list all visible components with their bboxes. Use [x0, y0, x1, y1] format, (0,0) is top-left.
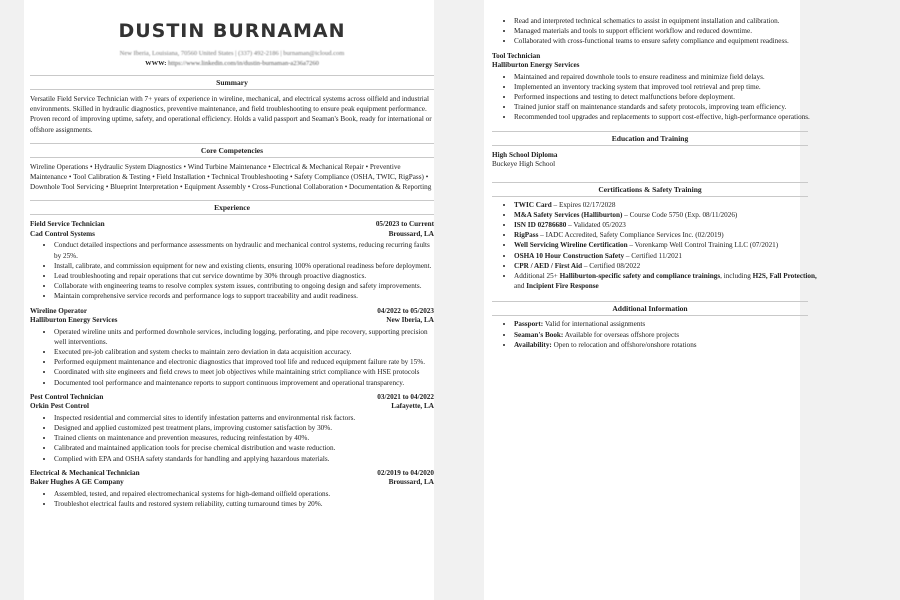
- cert-name: ISN ID 02786680: [514, 221, 567, 230]
- job-location: Lafayette, LA: [391, 402, 434, 411]
- cert-name: CPR / AED / First Aid: [514, 261, 583, 270]
- job-bullets: [492, 16, 900, 47]
- cert-item: [514, 210, 900, 220]
- cert-text: Additional 25+: [514, 272, 560, 281]
- additional-detail: Available for overseas offshore projects: [563, 330, 680, 339]
- job-title: Pest Control Technician: [30, 392, 104, 401]
- cert-item: [514, 271, 900, 291]
- contact-line: New Iberia, Louisiana, 70560 United States | (337) 492-2186 | burnaman@icloud.com: [119, 50, 345, 57]
- job-bullets: [30, 240, 434, 301]
- section-education-heading: Education and Training: [492, 131, 808, 146]
- job-bullet: • Complied with EPA and OSHA safety standards for handling and applying hazardous materials.: [54, 454, 434, 464]
- job-company: Halliburton Energy Services: [492, 61, 580, 70]
- cert-name: H2S, Fall Protection,: [752, 272, 817, 281]
- cert-item: [514, 200, 900, 210]
- job-dates: 02/2019 to 04/2020: [377, 468, 434, 477]
- additional-label: Availability:: [514, 340, 552, 349]
- cert-name: RigPass: [514, 231, 539, 240]
- job-bullet: • Managed materials and tools to support efficient workflow and reduced downtime.: [514, 26, 900, 36]
- job-bullet: • Maintain comprehensive service records and performance logs to support traceability and audit readiness.: [54, 291, 434, 301]
- job-dates: 04/2022 to 05/2023: [377, 306, 434, 315]
- job-company: Orkin Pest Control: [30, 402, 89, 411]
- job-entry: [30, 469, 434, 509]
- cert-detail: – Expires 02/17/2028: [551, 200, 616, 209]
- section-certifications-heading: Certifications & Safety Training: [492, 182, 808, 197]
- section-experience-heading: Experience: [30, 200, 434, 215]
- job-entry: [492, 52, 900, 123]
- certifications-list: [492, 200, 900, 292]
- cert-detail: – Validated 05/2023: [566, 221, 626, 230]
- additional-list: [492, 319, 900, 350]
- resume-page-2: [484, 0, 817, 600]
- competencies-text: Wireline Operations • Hydraulic System Diagnostics • Wind Turbine Maintenance • Electrical & Mechanical Repair • Preventive Maintenance • Tool Calibration & Testing • Field Installation • Technical Troubleshooting • Safety Compliance (OSHA, TWIC, RigPass) • Downhole Tool Servicing • Blueprint Interpretation • Equipment Assembly • Cross-Functional Collaboration • Documentation & Reporting: [30, 162, 432, 192]
- job-location: New Iberia, LA: [386, 316, 434, 325]
- cert-item: [514, 230, 900, 240]
- candidate-name: DUSTIN BURNAMAN: [118, 20, 346, 42]
- job-entry: [30, 393, 434, 464]
- additional-item: [514, 319, 900, 329]
- job-company: Cad Control Systems: [30, 229, 95, 238]
- job-bullet: • Troubleshot electrical faults and restored system reliability, cutting turnaround times by 20%.: [54, 499, 434, 509]
- job-bullet: • Executed pre-job calibration and system checks to maintain zero deviation in data acquisition accuracy.: [54, 347, 434, 357]
- job-bullet: • Inspected residential and commercial sites to identify infestation patterns and environmental risk factors.: [54, 413, 434, 423]
- job-dates: 03/2021 to 04/2022: [377, 392, 434, 401]
- job-location: Broussard, LA: [388, 229, 434, 238]
- cert-item: [514, 220, 900, 230]
- additional-label: Passport:: [514, 320, 544, 329]
- cert-item: [514, 261, 900, 271]
- www-link[interactable]: https://www.linkedin.com/in/dustin-burnaman-a236a7260: [168, 60, 319, 67]
- job-title: Field Service Technician: [30, 220, 105, 229]
- job-dates: 05/2023 to Current: [375, 220, 434, 229]
- job-bullet: • Conduct detailed inspections and performance assessments on hydraulic and mechanical control systems, reducing recurring faults by 25%.: [54, 240, 434, 260]
- additional-label: Seaman's Book:: [514, 330, 564, 339]
- job-bullet: • Trained clients on maintenance and prevention measures, reducing reinfestation by 40%.: [54, 433, 434, 443]
- cert-name: Halliburton-specific safety and compliance trainings: [559, 272, 721, 281]
- job-company: Halliburton Energy Services: [30, 316, 118, 325]
- job-bullet: • Documented tool performance and maintenance reports to support continuous improvement and operational transparency.: [54, 378, 434, 388]
- job-bullet: • Recommended tool upgrades and replacements to support cost-effective, high-performance operations.: [514, 112, 900, 122]
- job-title: Electrical & Mechanical Technician: [30, 468, 140, 477]
- cert-name: Incipient Fire Response: [526, 282, 599, 291]
- cert-detail: – Course Code 5750 (Exp. 08/11/2026): [622, 210, 738, 219]
- job-bullet: • Designed and applied customized pest treatment plans, improving customer satisfaction by 30%.: [54, 423, 434, 433]
- job-bullet: • Collaborated with cross-functional teams to ensure safety compliance and equipment readiness.: [514, 36, 900, 46]
- cert-detail: – Certified 08/2022: [582, 261, 641, 270]
- job-bullet: • Read and interpreted technical schematics to assist in equipment installation and calibration.: [514, 16, 900, 26]
- job-bullet: • Lead troubleshooting and repair operations that cut service downtime by 30% through proactive diagnostics.: [54, 271, 434, 281]
- education-entry: [492, 151, 900, 170]
- additional-item: [514, 340, 900, 350]
- summary-text: Versatile Field Service Technician with 7+ years of experience in wireline, mechanical, and electrical systems across oilfield and industrial environments. Skilled in hydraulic diagnostics, preventive maintenance, and field troubleshooting to ensure peak equipment performance. Proven record of improving uptime, safety, and operational efficiency. Holds a valid passport and Seaman's Book, ready for international or offshore assignments.: [30, 95, 432, 134]
- additional-detail: Open to relocation and offshore/onshore rotations: [551, 340, 697, 349]
- job-location: Broussard, LA: [388, 478, 434, 487]
- education-degree: High School Diploma: [492, 150, 558, 159]
- job-bullets: [492, 72, 900, 123]
- job-bullet: • Implemented an inventory tracking system that improved tool retrieval and prep time.: [514, 82, 900, 92]
- section-additional-heading: Additional Information: [492, 301, 808, 316]
- cert-name: M&A Safety Services (Halliburton): [514, 210, 623, 219]
- job-bullet: • Operated wireline units and performed downhole services, including logging, perforating, and pipe recovery, supporting precision well interventions.: [54, 327, 434, 347]
- job-bullet: • Trained junior staff on maintenance standards and safety protocols, improving team efficiency.: [514, 102, 900, 112]
- additional-item: [514, 330, 900, 340]
- job-bullet: • Performed inspections and testing to detect malfunctions before deployment.: [514, 92, 900, 102]
- cert-item: [514, 240, 900, 250]
- job-title: Tool Technician: [492, 51, 541, 60]
- cert-detail: – Vorenkamp Well Control Training LLC (07/2021): [627, 241, 779, 250]
- job-bullet: • Install, calibrate, and commission equipment for new and existing clients, ensuring 100% operational readiness before deployment.: [54, 261, 434, 271]
- cert-text: and: [514, 282, 527, 291]
- section-summary-heading: Summary: [30, 75, 434, 90]
- education-school: Buckeye High School: [492, 160, 556, 169]
- cert-text: , including: [720, 272, 753, 281]
- section-competencies-heading: Core Competencies: [30, 143, 434, 158]
- job-bullet: • Performed equipment maintenance and electronic diagnostics that improved tool life and reduced equipment failure rate by 15%.: [54, 357, 434, 367]
- cert-name: TWIC Card: [514, 200, 552, 209]
- job-title: Wireline Operator: [30, 306, 88, 315]
- job-bullets: [30, 489, 434, 509]
- job-bullets: [30, 413, 434, 464]
- job-entry: [30, 307, 434, 388]
- job-bullet: • Assembled, tested, and repaired electromechanical systems for high-demand oilfield operations.: [54, 489, 434, 499]
- job-bullet: • Coordinated with site engineers and field crews to meet job objectives while maintaining strict compliance with HSE protocols: [54, 367, 434, 377]
- cert-item: [514, 251, 900, 261]
- job-bullet: • Calibrated and maintained application tools for precise chemical distribution and waste reduction.: [54, 443, 434, 453]
- job-company: Baker Hughes A GE Company: [30, 478, 124, 487]
- job-bullet: • Collaborate with engineering teams to resolve complex system issues, contributing to ongoing design and safety improvements.: [54, 281, 434, 291]
- additional-detail: Valid for international assignments: [543, 320, 646, 329]
- job-bullet: • Maintained and repaired downhole tools to ensure readiness and minimize field delays.: [514, 72, 900, 82]
- job-bullets: [30, 327, 434, 388]
- www-label: WWW:: [145, 60, 167, 67]
- cert-detail: – Certified 11/2021: [624, 251, 682, 260]
- resume-page-1: [24, 0, 434, 600]
- cert-detail: – IADC Accredited, Safety Compliance Services Inc. (02/2019): [538, 231, 724, 240]
- job-entry: [30, 220, 434, 301]
- cert-name: Well Servicing Wireline Certification: [514, 241, 628, 250]
- cert-name: OSHA 10 Hour Construction Safety: [514, 251, 625, 260]
- website-line: [30, 60, 434, 67]
